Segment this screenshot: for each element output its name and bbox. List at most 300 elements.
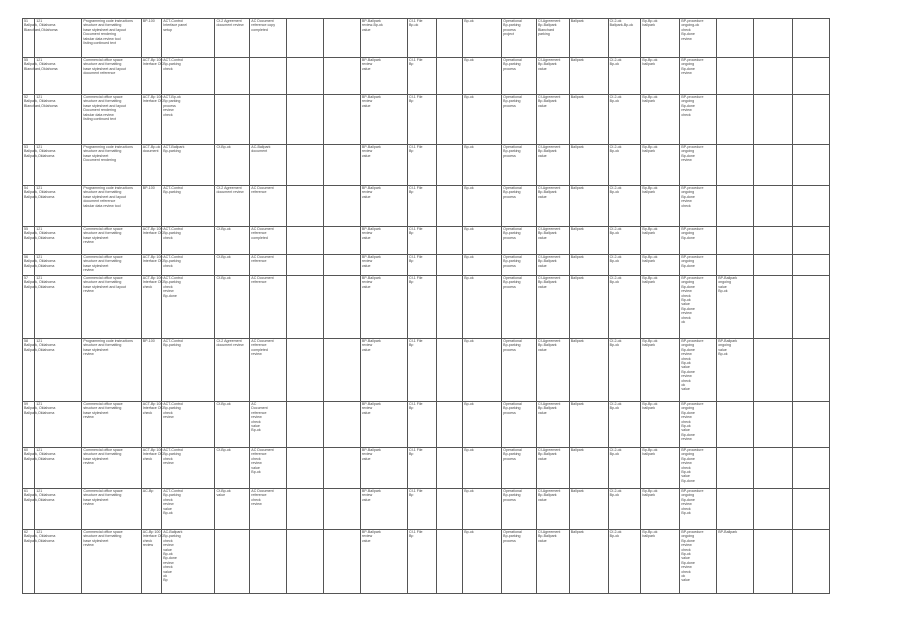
cell-text: ongoing	[681, 493, 695, 498]
cell-text: review	[681, 311, 692, 316]
table-cell	[141, 339, 161, 402]
cell-text: Bp-ok	[464, 186, 474, 190]
cell-text: Operational	[503, 530, 522, 534]
cell-text: review	[681, 502, 692, 507]
table-cell	[641, 145, 680, 186]
cell-text: value	[361, 284, 371, 289]
cell-text: value	[537, 153, 547, 158]
table-cell	[608, 530, 641, 594]
cell-text: Programming code instructions	[83, 186, 133, 190]
cell-text: Bp-ok	[718, 352, 728, 357]
table-cell	[360, 19, 407, 58]
cell-text: value	[681, 302, 690, 307]
spreadsheet-table	[22, 18, 830, 583]
table-cell	[717, 58, 754, 95]
cell-text: Bp	[408, 259, 414, 264]
cell-text: 121	[36, 58, 43, 62]
cell-text: ongoing	[681, 259, 695, 264]
cell-text: value	[163, 547, 172, 552]
table-cell	[82, 19, 141, 58]
cell-text: review	[251, 502, 262, 507]
cell-text: Operational	[503, 339, 522, 343]
table-cell	[324, 530, 361, 594]
table-cell	[569, 530, 608, 594]
table-cell	[569, 402, 608, 448]
table-cell	[407, 186, 436, 227]
cell-text: Bp	[408, 231, 414, 236]
table-cell	[436, 339, 463, 402]
cell-text: Bp-Ballpark	[537, 259, 557, 264]
table-cell	[287, 58, 324, 95]
table-cell	[569, 448, 608, 489]
cell-text: check	[681, 547, 691, 552]
cell-text: ongoing	[681, 190, 695, 195]
cell-text: Bp-ok	[408, 23, 419, 28]
table-cell	[641, 530, 680, 594]
cell-text: Bp-done	[681, 410, 695, 415]
cell-text: value	[361, 153, 371, 158]
cell-text: AC Document	[251, 448, 274, 452]
cell-text: Bp-ok	[609, 452, 620, 457]
cell-text: Bp-ok	[609, 493, 620, 498]
cell-text: Interface OK	[142, 231, 163, 236]
cell-text: ok	[681, 383, 686, 388]
cell-text: Bp-done	[681, 369, 695, 374]
table-cell	[502, 58, 537, 95]
table-cell	[250, 276, 287, 339]
table-cell	[250, 145, 287, 186]
cell-text: Interface OK	[142, 62, 163, 67]
table-cell	[641, 227, 680, 255]
table-cell	[141, 58, 161, 95]
cell-text: review	[361, 452, 373, 457]
cell-text: check	[681, 203, 691, 208]
cell-text: Operational	[503, 186, 522, 190]
cell-text: Ballpark,Oklahoma	[24, 153, 55, 158]
table-cell	[162, 186, 215, 227]
cell-text: base stylesheet	[83, 497, 109, 502]
cell-text: ballpark	[642, 23, 656, 28]
table-cell	[536, 402, 569, 448]
table-cell	[754, 95, 793, 145]
cell-text: Bp-done	[681, 347, 695, 352]
cell-text: AC-Bp	[142, 489, 154, 493]
cell-text: 55	[24, 58, 28, 62]
table-cell	[463, 95, 502, 145]
cell-text: check	[681, 465, 691, 470]
cell-text: Ballpark	[570, 19, 584, 23]
cell-text: Bp-ok	[464, 448, 474, 452]
cell-text: ongoing	[681, 62, 695, 67]
table-cell	[792, 145, 829, 186]
cell-text: Bp-Bp-ok	[642, 227, 658, 231]
table-cell	[641, 339, 680, 402]
table-cell	[141, 95, 161, 145]
table-cell	[754, 255, 793, 276]
table-cell	[324, 489, 361, 530]
cell-text: structure and formatting	[83, 62, 122, 67]
cell-text: BP-100	[142, 186, 155, 190]
table-cell	[754, 227, 793, 255]
cell-text: base stylesheet	[83, 153, 109, 158]
cell-text: value	[537, 235, 547, 240]
cell-text: BP-Ballpark	[361, 58, 381, 62]
cell-text: ACT-Bp 100	[142, 227, 163, 231]
cell-text: Bp-done	[163, 556, 177, 561]
table-cell	[680, 448, 717, 489]
cell-text: process	[503, 66, 516, 71]
table-cell	[215, 255, 250, 276]
cell-text: Bp-ok	[464, 227, 474, 231]
cell-text: Cf-1 File	[408, 19, 423, 23]
cell-text: Bp-parking	[163, 493, 181, 498]
table-cell	[287, 402, 324, 448]
cell-text: structure and formatting	[83, 534, 122, 539]
cell-text: Ballpark,Oklahoma	[24, 538, 55, 543]
cell-text: base stylesheet and layout	[83, 27, 126, 32]
cell-text: Document rendering	[83, 108, 116, 113]
cell-text: BP-Ballpark	[361, 489, 381, 493]
cell-text: Bp-ok	[609, 343, 620, 348]
cell-text: value	[681, 578, 690, 583]
cell-text: value	[361, 456, 371, 461]
cell-text: Bp-parking	[503, 452, 521, 457]
cell-text: Bp-done	[681, 538, 695, 543]
cell-text: Ballpark, Oklahoma	[24, 406, 56, 411]
table-cell	[215, 186, 250, 227]
cell-text: check	[163, 112, 173, 117]
table-cell	[717, 95, 754, 145]
table-cell	[360, 95, 407, 145]
cell-text: check	[163, 235, 173, 240]
cell-text: 121	[36, 19, 43, 23]
cell-text: tabular data review tool	[83, 203, 121, 208]
table-cell	[569, 186, 608, 227]
cell-text: Bp-ok	[609, 534, 620, 539]
cell-text: Ballpark,Oklahoma	[24, 347, 55, 352]
table-cell	[717, 339, 754, 402]
cell-text: ACT-Bp 100	[142, 255, 163, 259]
cell-text: BP-procedure	[681, 339, 704, 343]
cell-text: Bp-parking	[503, 493, 521, 498]
cell-text: AC-Bp 100	[142, 530, 161, 534]
cell-text: Cf-1 File	[408, 255, 423, 259]
cell-text: Cf-2-ok	[609, 145, 622, 149]
table-row	[23, 186, 830, 227]
cell-text: Bp-ok	[681, 552, 691, 557]
cell-text: Operational	[503, 145, 522, 149]
cell-text: ballpark	[642, 493, 656, 498]
cell-text: value	[718, 347, 727, 352]
table-cell	[360, 227, 407, 255]
cell-text: Cf-2-ok	[609, 58, 622, 62]
cell-text: 52	[24, 95, 28, 99]
cell-text: review	[681, 199, 692, 204]
table-cell	[141, 489, 161, 530]
table-cell	[569, 58, 608, 95]
table-cell	[215, 448, 250, 489]
cell-text: structure and formatting	[83, 149, 122, 154]
cell-text: Cf-2-ok	[609, 95, 622, 99]
table-cell	[360, 530, 407, 594]
table-row	[23, 145, 830, 186]
cell-text: Operational	[503, 227, 522, 231]
cell-text: review	[83, 352, 94, 357]
cell-text: Bp-parking	[503, 259, 521, 264]
cell-text: Cf-Bp-ok	[216, 227, 231, 231]
table-cell	[407, 402, 436, 448]
table-cell	[792, 339, 829, 402]
cell-text: 54	[24, 186, 28, 190]
cell-text: ballpark	[642, 259, 656, 264]
cell-text: Bp-Ballpark	[537, 23, 557, 28]
cell-text: Ballpark	[570, 145, 584, 149]
cell-text: Document rendering	[83, 32, 116, 37]
cell-text: Ballpark, Oklahoma	[24, 23, 56, 28]
table-cell	[463, 339, 502, 402]
cell-text: Bp-Ballpark	[537, 493, 557, 498]
cell-text: check	[681, 419, 691, 424]
cell-text: BP-procedure	[681, 145, 704, 149]
cell-text: Bp-ok	[681, 361, 691, 366]
cell-text: BP-Ballpark	[718, 276, 738, 280]
cell-text: Bp-ok	[163, 511, 173, 516]
cell-text: Bp-Bp-ok	[642, 19, 658, 23]
table-cell	[287, 145, 324, 186]
table-cell	[287, 339, 324, 402]
table-row	[23, 530, 830, 594]
cell-text: Bp	[408, 493, 414, 498]
table-cell	[250, 530, 287, 594]
cell-text: check	[681, 293, 691, 298]
cell-text: check	[681, 356, 691, 361]
table-cell	[287, 19, 324, 58]
table-cell	[23, 19, 58, 58]
cell-text: review	[361, 280, 373, 285]
table-cell	[436, 255, 463, 276]
cell-text: value	[361, 538, 371, 543]
cell-text: Cf-1 File	[408, 186, 423, 190]
cell-text: 121	[36, 276, 43, 280]
cell-text: Bp-parking	[503, 231, 521, 236]
table-cell	[754, 448, 793, 489]
cell-text: Ballpark, Oklahoma	[24, 99, 56, 104]
cell-text: document reference	[83, 71, 116, 76]
cell-text: Cf-1 File	[408, 227, 423, 231]
cell-text: Ballpark	[570, 255, 584, 259]
cell-text: ongoing	[718, 280, 731, 285]
cell-text: ACT-Bp 100	[142, 402, 163, 406]
cell-text: Bp-ok	[718, 289, 728, 294]
cell-text: review	[361, 149, 373, 154]
data-table	[22, 18, 830, 594]
cell-text: check	[163, 66, 173, 71]
cell-text: Cf-2-ok	[609, 276, 622, 280]
cell-text: Operational	[503, 19, 522, 23]
table-cell	[82, 255, 141, 276]
cell-text: Bp-Bp-ok	[642, 95, 658, 99]
cell-text: Cf-1 File	[408, 95, 423, 99]
cell-text: 61	[24, 489, 28, 493]
table-cell	[536, 58, 569, 95]
cell-text: Bp-ok	[609, 62, 620, 67]
cell-text: process	[503, 27, 516, 32]
table-cell	[502, 448, 537, 489]
cell-text: Bp-parking	[503, 280, 521, 285]
table-row	[23, 276, 830, 339]
cell-text: base stylesheet and layout	[83, 66, 126, 71]
table-cell	[436, 186, 463, 227]
cell-text: BP-procedure	[681, 489, 704, 493]
cell-text: Ballpark	[570, 530, 584, 534]
cell-text: 121	[36, 255, 43, 259]
cell-text: review	[83, 543, 94, 548]
cell-text: Cf-Agreement	[537, 186, 561, 190]
cell-text: BP-100	[142, 19, 155, 23]
cell-text: Ballpark	[570, 448, 584, 452]
cell-text: BP-procedure	[681, 186, 704, 190]
cell-text: Operational	[503, 58, 522, 62]
cell-text: check	[142, 456, 153, 461]
cell-text: 121	[36, 95, 43, 99]
cell-text: check	[142, 538, 153, 543]
table-cell	[502, 530, 537, 594]
table-cell	[324, 255, 361, 276]
table-cell	[463, 255, 502, 276]
cell-text: review	[361, 62, 373, 67]
table-cell	[536, 276, 569, 339]
cell-text: value	[361, 347, 371, 352]
cell-text: review	[163, 108, 174, 113]
table-cell	[608, 255, 641, 276]
cell-text: structure and formatting	[83, 99, 122, 104]
table-cell	[608, 227, 641, 255]
cell-text: Bp-ok	[464, 95, 474, 99]
cell-text: Ballpark, Oklahoma	[24, 534, 56, 539]
cell-text: reference	[251, 493, 267, 498]
cell-text: Bp-done	[681, 66, 695, 71]
cell-text: Programming code instructions	[83, 19, 133, 23]
cell-text: review	[83, 415, 94, 420]
cell-text: structure and formatting	[83, 190, 122, 195]
cell-text: AC Document	[251, 19, 274, 23]
table-cell	[717, 145, 754, 186]
cell-text: Bp-parking	[503, 99, 521, 104]
table-cell	[641, 489, 680, 530]
table-cell	[536, 489, 569, 530]
table-cell	[215, 95, 250, 145]
table-cell	[536, 19, 569, 58]
table-cell	[463, 402, 502, 448]
table-cell	[23, 402, 56, 448]
cell-text: base stylesheet and layout	[83, 194, 126, 199]
table-cell	[250, 19, 287, 58]
cell-text: check	[163, 538, 173, 543]
cell-text: Bp-Bp-ok	[642, 339, 658, 343]
table-cell	[680, 19, 717, 58]
cell-text: Bp-Ballpark	[537, 280, 557, 285]
cell-text: reference	[251, 259, 267, 264]
cell-text: review	[681, 461, 692, 466]
table-cell	[324, 339, 361, 402]
table-cell	[608, 19, 641, 58]
cell-text: base stylesheet	[83, 538, 109, 543]
cell-text: Bp-ok	[609, 231, 620, 236]
cell-text: Ballpark	[570, 402, 584, 406]
table-cell	[360, 489, 407, 530]
table-cell	[680, 276, 717, 339]
cell-text: ballpark	[642, 231, 656, 236]
cell-text: Cf-Agreement	[537, 276, 561, 280]
cell-text: Interface OK	[142, 406, 163, 411]
cell-text: check	[251, 456, 261, 461]
table-cell	[215, 402, 250, 448]
cell-text: Bp-parking	[503, 23, 521, 28]
cell-text: document review	[216, 343, 244, 348]
table-cell	[324, 448, 361, 489]
table-cell	[360, 255, 407, 276]
cell-text: review	[361, 343, 373, 348]
cell-text: Cf-Bp-ok	[216, 489, 231, 493]
cell-text: Interface OK	[142, 452, 163, 457]
table-cell	[407, 530, 436, 594]
table-cell	[23, 186, 56, 227]
table-cell	[162, 402, 215, 448]
cell-text: review	[681, 71, 692, 76]
cell-text: ongoing-ok	[681, 23, 700, 28]
cell-text: Cf-Bp-ok	[216, 276, 231, 280]
cell-text: reference	[251, 231, 267, 236]
table-cell	[792, 530, 829, 594]
table-cell	[754, 530, 793, 594]
cell-text: Commercial office space	[83, 58, 123, 62]
cell-text: Ballpark	[570, 58, 584, 62]
cell-text: BP-Ballpark	[361, 530, 381, 534]
cell-text: value	[537, 263, 547, 268]
cell-text: Cf-Agreement	[537, 19, 561, 23]
table-cell	[215, 145, 250, 186]
table-cell	[407, 489, 436, 530]
table-cell	[792, 448, 829, 489]
cell-text: review	[681, 437, 692, 442]
cell-text: 62	[24, 530, 28, 534]
table-cell	[717, 448, 754, 489]
cell-text: Cf-Agreement	[537, 448, 561, 452]
table-cell	[162, 255, 215, 276]
cell-text: Bp-Bp-ok	[642, 448, 658, 452]
table-cell	[250, 227, 287, 255]
cell-text: Bp-Ballpark	[537, 231, 557, 236]
cell-text: ok	[681, 320, 686, 325]
cell-text: 121	[36, 145, 43, 149]
cell-text: Cf-1 File	[408, 145, 423, 149]
table-cell	[680, 95, 717, 145]
cell-text: Bp-ok	[464, 255, 474, 259]
table-cell	[569, 227, 608, 255]
cell-text: review	[681, 352, 692, 357]
cell-text: Bp-done	[681, 306, 695, 311]
cell-text: value	[361, 235, 371, 240]
cell-text: structure and formatting	[83, 452, 122, 457]
table-row	[23, 448, 830, 489]
cell-text: Cf-2 Agreement	[216, 186, 242, 190]
table-cell	[569, 145, 608, 186]
table-cell	[680, 489, 717, 530]
table-cell	[324, 276, 361, 339]
table-cell	[324, 19, 361, 58]
cell-text: 121	[36, 530, 43, 534]
cell-text: Bp-parking	[503, 190, 521, 195]
